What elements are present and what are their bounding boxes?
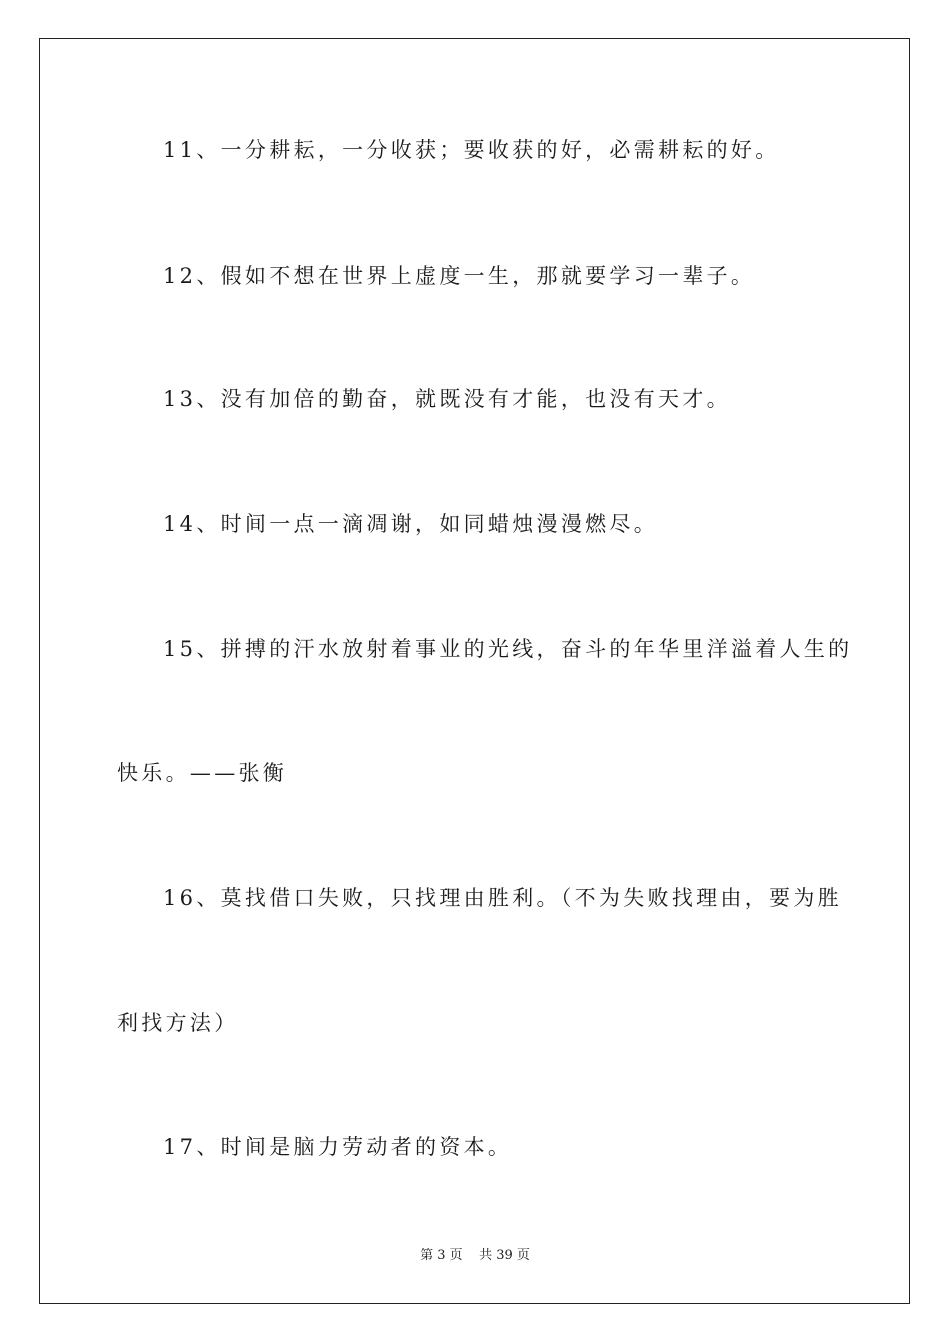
paragraph-15-line-2: 快乐。——张衡 [117,761,288,785]
paragraph-11: 11、一分耕耘，一分收获；要收获的好，必需耕耘的好。 [163,138,780,162]
paragraph-14: 14、时间一点一滴凋谢，如同蜡烛漫漫燃尽。 [163,512,659,536]
paragraph-17: 17、时间是脑力劳动者的资本。 [163,1135,513,1159]
paragraph-16-line-2: 利找方法） [117,1011,239,1035]
paragraph-12: 12、假如不想在世界上虚度一生，那就要学习一辈子。 [163,264,756,288]
paragraph-15-line-1: 15、拼搏的汗水放射着事业的光线，奋斗的年华里洋溢着人生的 [163,637,853,661]
paragraph-16-line-1: 16、莫找借口失败，只找理由胜利。（不为失败找理由，要为胜 [163,886,842,910]
page-border [39,38,910,1304]
paragraph-13: 13、没有加倍的勤奋，就既没有才能，也没有天才。 [163,387,731,411]
page-number-footer: 第 3 页 共 39 页 [420,1248,530,1263]
